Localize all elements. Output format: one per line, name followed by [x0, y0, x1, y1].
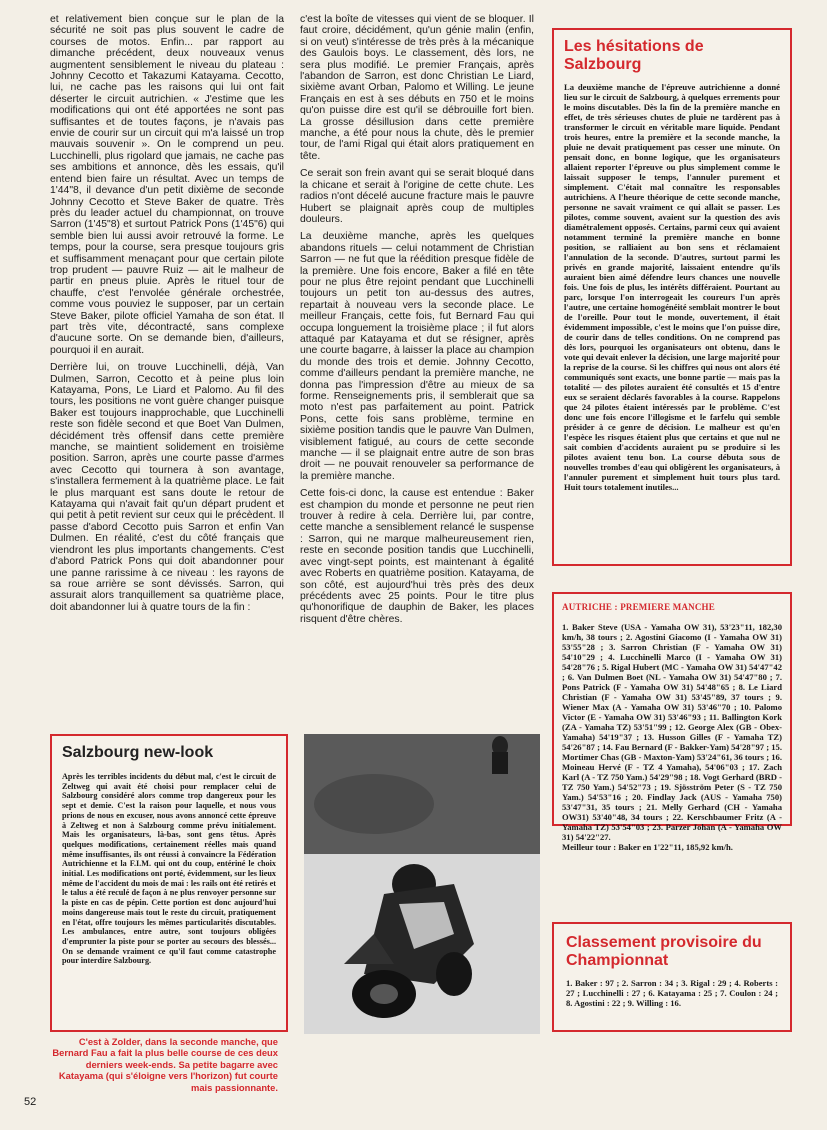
- article-column-2: [300, 14, 534, 631]
- page-number: 52: [24, 1096, 37, 1108]
- photo-caption: C'est à Zolder, dans la seconde manche, que Bernard Fau a fait la plus belle course de ces deux derniers week-ends. Sa petite bagarre avec Katayama (qui s'éloigne vers l'horizon) fut courte mais passionnante.: [52, 1036, 278, 1093]
- paragraph: La deuxième manche, après les quelques abandons rituels — celui notamment de Christian Sarron — ne fut que la réédition presque fidèle de la première. Une fois encore, Baker a filé en tête pour ne plus être rejoint pendant que Lucchinelli toujours un petit ton au-dessus des autres, repartait à nouveau vers la seconde place. Le meilleur Français, cette fois, fut Bernard Fau qui occupa longuement la troisième place ; il fut alors attaqué par Katayama et dut se résigner, après une courte bagarre, à laisser la place au champion du monde des trois et demie. Johnny Cecotto, comme d'ailleurs pendant la première manche, ne donna pas l'impression d'être au mieux de sa forme. Renseignements pris, il semblerait que sa moto n'est pas parfaitement au point. Patrick Pons, cette fois sans problème, termine en sixième position tandis que le pauvre Van Dulmen, visiblement fatigué, au cours de cette seconde manche — il se plaignait entre autre de son bras droit — ne pouvait renouveler sa performance de la première manche.: [300, 231, 534, 482]
- article-column-1: [50, 14, 284, 619]
- paragraph: et relativement bien conçue sur le plan de la sécurité ne soit pas plus souvent le cadre de courses de motos. Enfin... par rapport au dimanche précédent, deux nouveaux venus augmentent sensiblement le niveau du plateau : Johnny Cecotto et Takazumi Katayama. Cecotto, lui, ne cache pas les raisons qui lui ont fait déserter le circuit autrichien. « J'estime que les modifications qui ont été apportées ne sont pas suffisantes et de toutes façons, je n'avais pas envie de courir sur un circuit qui m'a laissé un trop mauvais souvenir ». On le comprend un peu. Lucchinelli, plus rigolard que jamais, ne cache pas ses ambitions et annonce, dès les essais, qu'il entend bien faire un résultat. Avec un temps de 1'44"8, il devance d'un petit dixième de seconde Johnny Cecotto et Steve Baker de quatre. Très près du leader actuel du championnat, on trouve Sarron (1'45"8) et surtout Patrick Pons (1'45"6) qui semble bien lui aussi avoir retrouvé la forme. Le temps, pour la course, sera presque toujours gris et suffisamment menaçant pour que certain pilote trop prudent — pauvre Ruiz — ait le malheur de partir en pneus pluie. Après le rituel tour de chauffe, c'est l'envolée générale orchestrée, comme vous pouviez le supposer, par un certain Steve Baker, pilote officiel Yamaha de son état. Il part très vite, décontracté, sans complexe d'aucune sorte. On se demande bien, d'ailleurs, pourquoi il en aurait.: [50, 14, 284, 356]
- results-box: [552, 592, 792, 852]
- sidebar-body: Après les terribles incidents du début mal, c'est le circuit de Zeltweg qui avait été choisi pour remplacer celui de Salzbourg considéré alors comme trop dangereux pour les sept et demie. C'est la raison pour laquelle, et nous vous prions de nous en excuser, nous avons annoncé cette épreuve à Zeltweg et non à Salzbourg comme prévu initialement. Mais les organisateurs, là-bas, sont gens têtus. Après quelques modifications, certainement réelles mais quand même insuffisantes, ils ont réussi à convaincre la Fédération Autrichienne et la F.I.M. qui ont du coup, entériné le choix initial. Les modifications ont porté, évidemment, sur les lieux même de l'accident du mois de mai : les rails ont été retirés et le talus a été reculé de façon à ne plus renvoyer personne sur la piste en cas de pépin. Cette portion est donc aujourd'hui moins dangereuse mais tout le reste du circuit, pratiquement en l'état, offre toujours les mêmes particularités discutables. Les ambulances, entre autre, sont toujours obligées d'emprunter la piste pour se porter au secours des blessés... On se demande vraiment ce qu'il faut comme catastrophe pour interdire Salzbourg.: [62, 772, 276, 966]
- sidebar-title: Les hésitations de Salzbourg: [564, 38, 704, 73]
- standings-title: Classement provisoire du Championnat: [566, 934, 762, 969]
- paragraph: Ce serait son frein avant qui se serait bloqué dans la chicane et serait à l'origine de cette chute. Les radios n'ont décelé aucune fracture mais le pauvre Hubert se plaignait après coup de multiples douleurs.: [300, 168, 534, 225]
- race-photo: [304, 734, 540, 1034]
- results-body: 1. Baker Steve (USA - Yamaha OW 31), 53'23"11, 182,30 km/h, 38 tours ; 2. Agostini Giacomo (I - Yamaha OW 31) 53'55"28 ; 3. Sarron Christian (F - Yamaha OW 31) 54'10"29 ; 4. Lucchinelli Marco (I - Yamaha OW 31) 54'28"76 ; 5. Rigal Hubert (MC - Yamaha OW 31) 54'47"42 ; 6. Van Dulmen Boet (NL - Yamaha OW 31) 54'47"80 ; 7. Pons Patrick (F - Yamaha OW 31) 54'48"65 ; 8. Le Liard Christian (F - Yamaha OW 31) 53'45"89, 37 tours ; 9. Wiener Max (A - Yamaha OW 31) 53'46"70 ; 10. Palomo Victor (E - Yamaha OW 31) 53'46"93 ; 11. Ballington Kork (ZA - Yamaha TZ) 53'51"99 ; 12. George Alex (GB - Obex-Yamaha) 54'19"37 ; 13. Husson Gilles (F - Yamaha TZ) 54'26"87 ; 14. Fau Bernard (F - Bakker-Yam) 54'28"97 ; 15. Mortimer Chas (GB - Maxton-Yam) 53'24"61, 36 tours ; 16. Moineau Hervé (F - TZ 4 Yamaha), 54'06"03 ; 17. Zach Karl (A - TZ 750 Yam.) 54'29"98 ; 18. Vogt Gerhard (BRD - TZ 750 Yam.) 54'52"73 ; 19. Sjösström Peter (S - TZ 750 Yam.) 54'53"16 ; 20. Findlay Jack (AUS - Yamaha 750) 53'47"31, 35 tours ; 21. Melly Gerhard (CH - Yamaha OW31) 53'40"48, 34 tours ; 22. Kerschbaumer Fritz (A - Yamaha TZ) 53'54"03 ; 23. Parzer Johan (A - Yamaha OW 31) 54'22"27.: [562, 622, 782, 842]
- paragraph: Cette fois-ci donc, la cause est entendue : Baker est champion du monde et personne ne peut rien trouver à redire à cela. Derrière lui, par contre, cette manche a sensiblement relancé le suspense : Sarron, qui ne marque malheureusement rien, reste en seconde position tandis que Lucchinelli, avec vingt-sept points, est maintenant à égalité avec Roberts en quatrième position. Katayama, de son côté, est aujourd'hui très près des deux précédents avec 25 points. Pour le titre plus qu'honorifique de dauphin de Baker, les places risquent d'être chères.: [300, 488, 534, 625]
- standings-box: [552, 922, 792, 1032]
- paragraph: Derrière lui, on trouve Lucchinelli, déjà, Van Dulmen, Sarron, Cecotto et à peine plus loin Katayama, Pons, Le Liard et Palomo. Au fil des tours, les positions ne vont guère changer puisque Baker est toujours inapprochable, que Lucchinelli reste son fidèle second et que Boet Van Dulmen, décidément très offensif dans cette première manche, se maintient solidement en troisième position. Sarron, après une courte passe d'armes avec Cecotto qui tournera à son avantage, s'installera fermement à la quatrième place. Le fait le plus marquant est sans doute le retour de Katayama qui n'avait fait qu'un départ prudent et qui petit à petit revient sur ceux qui le précèdent. Il passe d'abord Cecotto puis Sarron et enfin Van Dulmen. En réalité, c'est du côté français que viendront les plus importants changements. C'est d'abord Patrick Pons qui doit abandonner pour une panne rarissime à ce niveau : les rayons de sa roue arrière se sont dévissés. Sarron, qui assurait alors tranquillement sa quatrième place, doit abandonner lui à quatre tours de la fin :: [50, 362, 284, 613]
- motorcycle-racer-image: [304, 734, 540, 1034]
- standings-body: 1. Baker : 97 ; 2. Sarron : 34 ; 3. Rigal : 29 ; 4. Roberts : 27 ; Lucchinelli : 27 ; 6. Katayama : 25 ; 7. Coulon : 24 ; 8. Agostini : 22 ; 9. Willing : 16.: [566, 978, 778, 1008]
- results-title: AUTRICHE : PREMIERE MANCHE: [562, 602, 715, 612]
- sidebar-title: Salzbourg new-look: [62, 744, 214, 761]
- salzbourg-sidebar: [50, 734, 288, 1032]
- hesitations-sidebar: [552, 28, 792, 566]
- sidebar-body: La deuxième manche de l'épreuve autrichienne a donné lieu sur le circuit de Salzbourg, à quelques errements pour le moins discutables. Dès la fin de la première manche en effet, de très sérieuses chutes de pluie ne tardèrent pas à transformer le circuit en véritable mare liquide. Pendant trois heures, entre la première et la seconde manche, la pluie ne devait pratiquement pas cesser une minute. On pensait donc, en bonne logique, que les organisateurs allaient reporter l'épreuve ou plus simplement comme le laissait supposer le temps, l'annuler purement et simplement. C'était mal connaître les responsables autrichiens. A l'heure théorique de cette seconde manche, personne ne savait vraiment ce qui allait se passer. Les pilotes, comme souvent, avaient sur la question des avis diamétralement opposés. Certains, parmi ceux qui avaient notamment terminé la première manche en bonne position, se ralliaient au bon sens et réclamaient l'annulation de la seconde. D'autres, surtout parmi les privés en grande majorité, laissaient entendre qu'ils auraient bien aimé défendre leurs chances une nouvelle fois. Une fois de plus, les intérêts différaient. Pourtant au parc, lorsque l'on interrogeait les coureurs l'un après l'autre, une certaine homogénéité semblait montrer le bout de l'oreille. Pour tout le monde, ouvertement, il était évidemment impossible, c'est le moins que l'on puisse dire, de courir dans de telles conditions. On ne comprend pas dès lors, pourquoi les organisateurs ont obtenu, dans le vote qui devait enlever la décision, une large majorité pour la reprise de la course. Si les chiffres qui nous ont alors été communiqués sont exacts, une bonne partie — mais pas la totalité — des pilotes auraient été consultés et 15 d'entre eux se seraient déclarés favorables à la course. Rappelons que 24 pilotes étaient intéressés par le problème. C'est donc une fois encore l'illogisme et le farfelu qui semble présider à ce genre de décision. Le malheur est qu'en l'espèce les risques étaient plus que certains et que nul ne sait combien d'accidents auraient pu se produire si les pilotes avaient tenu bon. La course débuta sous de nouvelles trombes d'eau qui obligèrent les organisateurs, à l'annuler purement et simplement huit tours plus tard. Huit tours totalement inutiles...: [564, 82, 780, 492]
- best-lap: Meilleur tour : Baker en 1'22"11, 185,92 km/h.: [562, 842, 733, 852]
- paragraph: c'est la boîte de vitesses qui vient de se bloquer. Il faut croire, décidément, qu'un génie malin (enfin, si on veut) s'intéresse de très près à la mécanique des Gaulois boys. Le classement, dès lors, ne sera plus modifié. Le premier Français, après l'abandon de Sarron, est donc Christian Le Liard, sixième avant Orban, Palomo et Willing. Le jeune Français en est à ses débuts en 750 et le moins qu'on puisse dire est qu'il se débrouille fort bien. La grosse désillusion dans cette première manche, a été pour nous la chute, dès le premier tour, de l'ami Rigal qui était alors pratiquement en tête.: [300, 14, 534, 162]
